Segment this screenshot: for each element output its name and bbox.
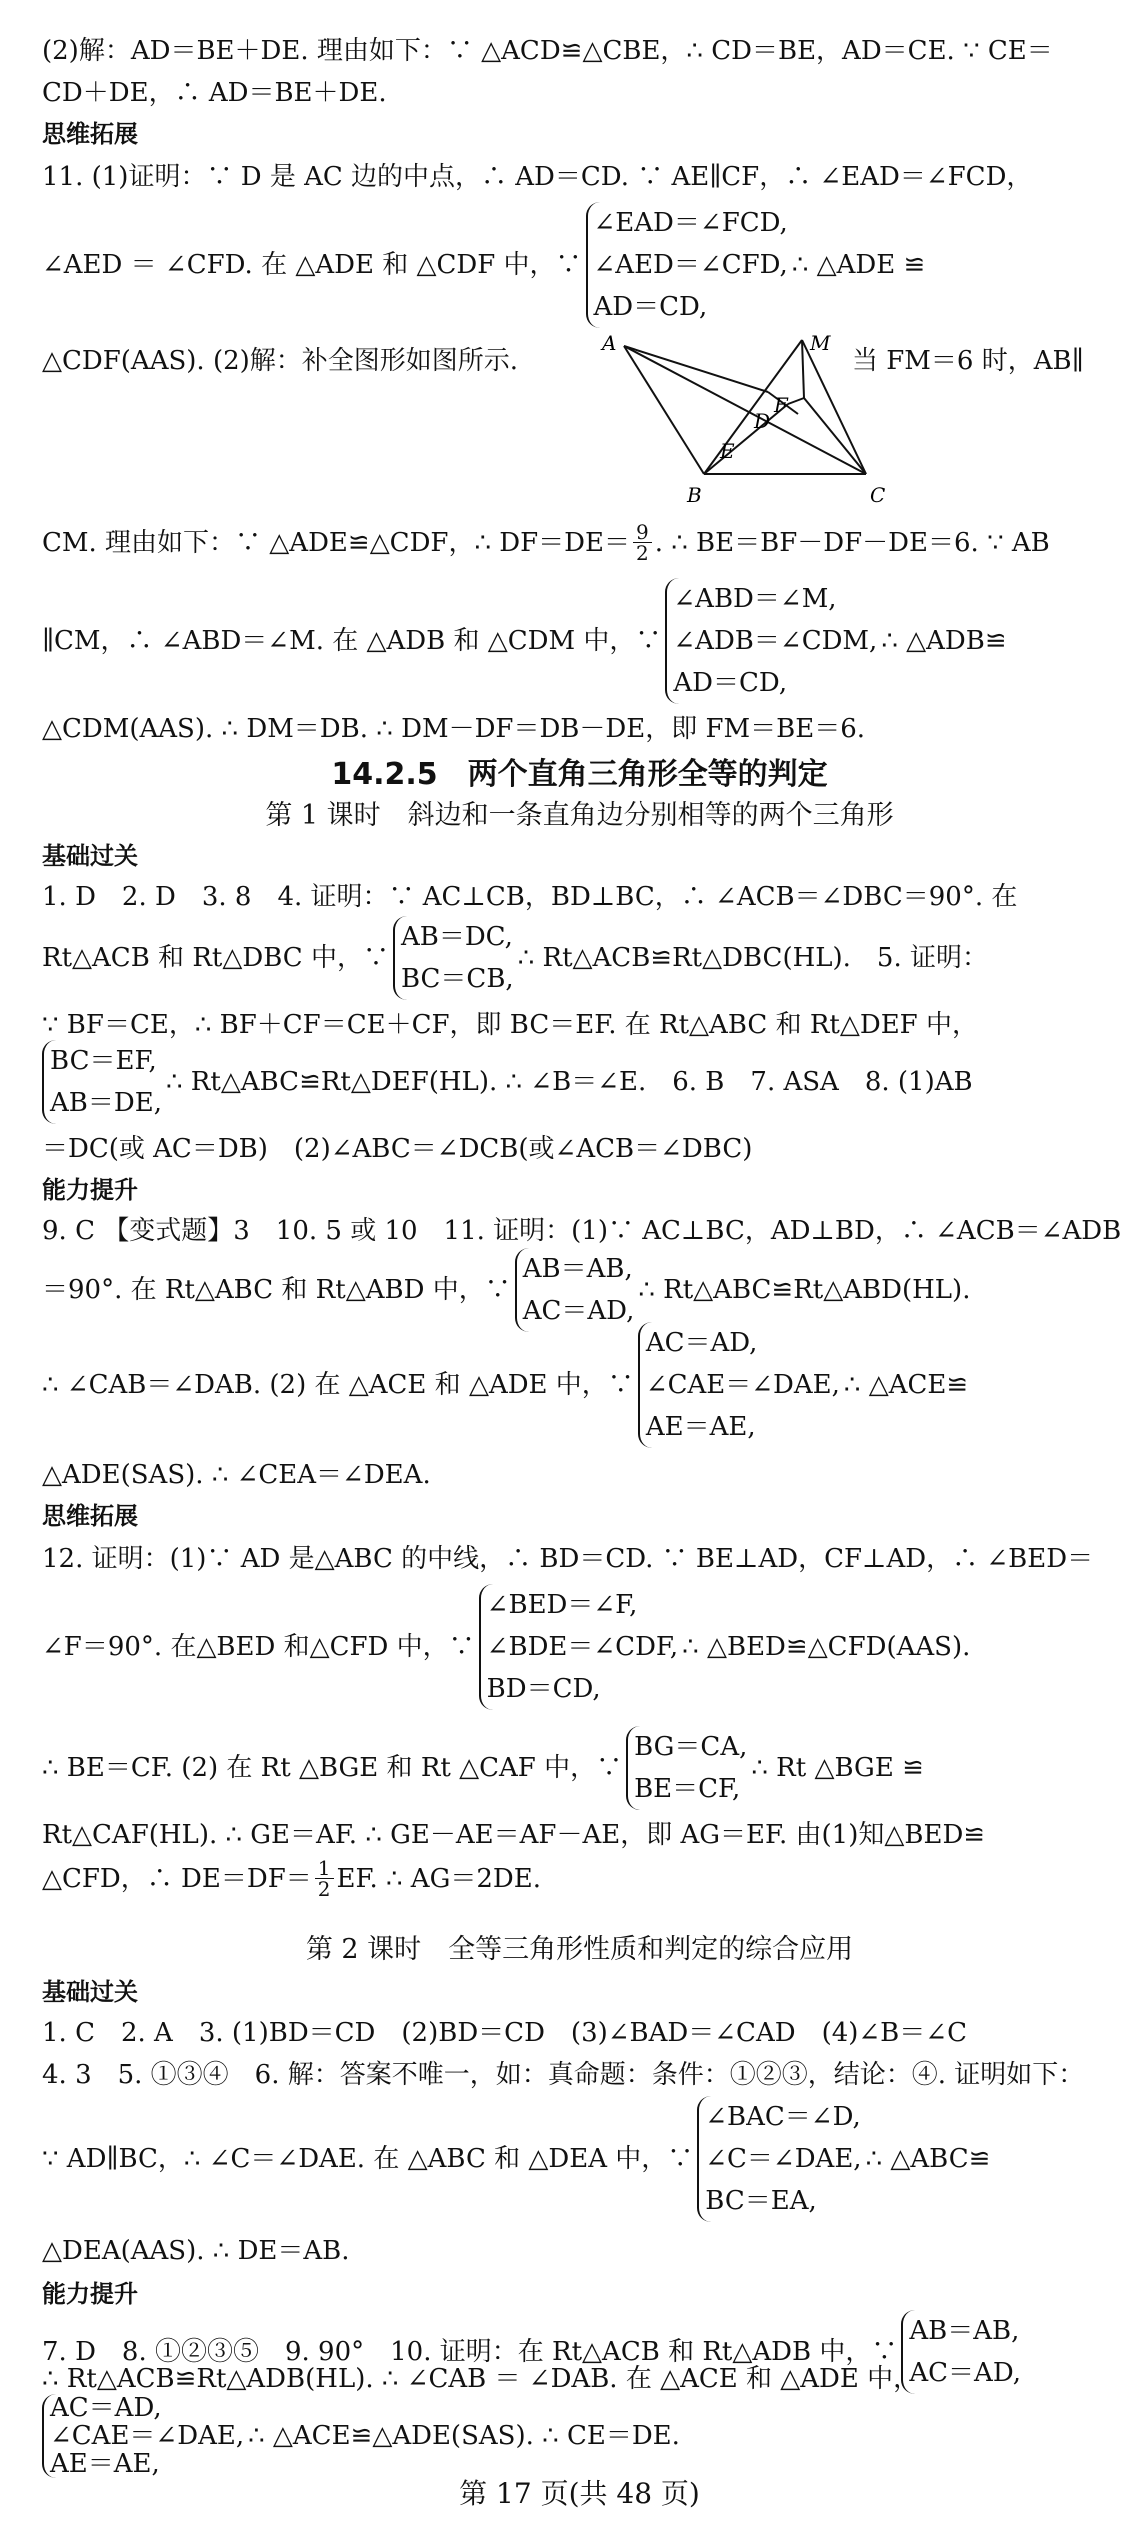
condition-brace [586,202,788,328]
brace-line: BE＝CF, [634,1774,741,1804]
point-label-b: B [687,483,702,507]
text-line: CD＋DE，∴ AD＝BE＋DE. [42,78,387,108]
text-line: ∴ Rt△ACB≌Rt△ADB(HL). ∴ ∠CAB ＝ ∠DAB. 在 △ACE 和 △ADE 中， [42,2364,920,2394]
point-label-f: F [774,393,788,417]
proof-line-with-brace [42,202,925,328]
text-segment: ∴ △ACE≌△ADE(SAS). ∴ CE＝DE. [248,2421,680,2451]
point-label-e: E [720,439,735,463]
proof-line-with-brace [42,916,988,1000]
text-line-with-fraction [42,1858,541,1899]
lesson-subtitle: 第 2 课时 全等三角形性质和判定的综合应用 [305,1934,854,1965]
geometry-figure [582,330,892,530]
text-segment: ∵ AD∥BC，∴ ∠C＝∠DAE. 在 △ABC 和 △DEA 中，∵ [42,2144,694,2174]
proof-line-with-brace [42,1322,968,1448]
text-segment: CM. 理由如下：∵ △ADE≌△CDF，∴ DF＝DE＝ [42,527,630,558]
brace-line: AB＝DE, [50,1088,162,1118]
fraction [315,1858,334,1899]
brace-line: AE＝AE, [645,1412,756,1442]
text-segment: ∴ ∠CAB＝∠DAB. (2) 在 △ACE 和 △ADE 中，∵ [42,1370,634,1400]
brace-line: ∠BED＝∠F, [486,1590,638,1620]
text-line: ＝DC(或 AC＝DB) (2)∠ABC＝∠DCB(或∠ACB＝∠DBC) [42,1134,753,1164]
point-label-a: A [602,331,617,355]
proof-line-with-brace [42,1040,973,1124]
text-line: △ADE(SAS). ∴ ∠CEA＝∠DEA. [42,1460,431,1490]
brace-line: ∠CAE＝∠DAE, [50,2421,245,2451]
brace-line: AC＝AD, [909,2358,1022,2388]
brace-line: ∠BAC＝∠D, [705,2102,861,2132]
text-segment: ∴ △ACE≌ [843,1370,969,1400]
condition-brace [697,2096,861,2222]
brace-line: ∠AED＝∠CFD, [593,250,788,280]
proof-line-with-brace [42,578,1007,704]
lesson-subtitle: 第 1 课时 斜边和一条直角边分别相等的两个三角形 [265,800,894,831]
answer-page [42,30,1122,2510]
brace-line: BG＝CA, [634,1732,748,1762]
text-line: 当 FM＝6 时，AB∥ [852,346,1084,376]
brace-line: ∠ABD＝∠M, [673,584,837,614]
brace-line: AC＝AD, [645,1328,758,1358]
text-segment: ∥CM，∴ ∠ABD＝∠M. 在 △ADB 和 △CDM 中，∵ [42,626,662,656]
point-label-d: D [754,409,771,433]
text-segment: ∴ △ADB≌ [881,626,1007,656]
text-line: 4. 3 5. ①③④ 6. 解：答案不唯一，如：真命题：条件：①②③，结论：④. 证明如下： [42,2060,1085,2090]
brace-line: ∠EAD＝∠FCD, [593,208,788,238]
text-line: Rt△CAF(HL). ∴ GE＝AF. ∴ GE－AE＝AF－AE，即 AG＝EF. 由(1)知△BED≌ [42,1820,986,1850]
text-line: 11. (1)证明：∵ D 是 AC 边的中点，∴ AD＝CD. ∵ AE∥CF，∴ ∠EAD＝∠FCD， [42,162,1033,192]
section-heading: 能力提升 [42,2280,138,2308]
text-segment: △CFD，∴ DE＝DF＝ [42,1863,312,1894]
brace-line: AB＝AB, [522,1254,633,1284]
fraction-numerator: 1 [315,1858,334,1879]
section-title: 14.2.5 两个直角三角形全等的判定 [331,757,828,792]
condition-brace [515,1248,635,1332]
text-line: 9. C 【变式题】3 10. 5 或 10 11. 证明：(1)∵ AC⊥BC，AD⊥BD，∴ ∠ACB＝∠ADB [42,1216,1122,1246]
text-line: 1. C 2. A 3. (1)BD＝CD (2)BD＝CD (3)∠BAD＝∠CAD (4)∠B＝∠C [42,2018,967,2048]
text-line: △CDF(AAS). (2)解：补全图形如图所示. [42,346,519,376]
brace-line: AD＝CD, [673,668,788,698]
condition-brace [42,2394,244,2478]
text-segment: 7. D 8. ①②③⑤ 9. 90° 10. 证明：在 Rt△ACB 和 Rt△ADB 中，∵ [42,2337,898,2367]
text-segment: Rt△ACB 和 Rt△DBC 中，∵ [42,943,389,973]
condition-brace [665,578,877,704]
text-segment: ∴ △ABC≌ [865,2144,991,2174]
fraction-denominator: 2 [317,1877,331,1901]
text-line: 1. D 2. D 3. 8 4. 证明：∵ AC⊥CB，BD⊥BC，∴ ∠ACB＝∠DBC＝90°. 在 [42,882,1018,912]
brace-line: BC＝EA, [705,2186,817,2216]
proof-line-with-brace [42,1248,970,1332]
text-segment: ∴ △BED≌△CFD(AAS). [682,1632,971,1662]
brace-line: AD＝CD, [593,292,708,322]
proof-line-with-brace [42,2394,680,2478]
condition-brace [479,1584,679,1710]
brace-line: ∠C＝∠DAE, [705,2144,862,2174]
text-segment: ∴ Rt △BGE ≌ [751,1753,924,1783]
fraction [633,522,652,563]
brace-line: AC＝AD, [50,2393,162,2423]
section-heading: 基础过关 [42,842,138,870]
brace-line: AB＝DC, [400,922,513,952]
proof-line-with-brace [42,1726,924,1810]
brace-line: AB＝AB, [909,2316,1020,2346]
text-line: (2)解：AD＝BE＋DE. 理由如下：∵ △ACD≌△CBE，∴ CD＝BE，AD＝CE. ∵ CE＝ [42,36,1053,66]
proof-line-with-brace [42,2096,990,2222]
condition-brace [638,1322,840,1448]
text-segment: ∠F＝90°. 在△BED 和△CFD 中，∵ [42,1632,475,1662]
text-line: ∵ BF＝CE，∴ BF＋CF＝CE＋CF，即 BC＝EF. 在 Rt△ABC 和 Rt△DEF 中， [42,1010,978,1040]
text-segment: ∴ BE＝CF. (2) 在 Rt △BGE 和 Rt △CAF 中，∵ [42,1753,623,1783]
text-segment: ∠AED ＝ ∠CFD. 在 △ADE 和 △CDF 中，∵ [42,250,582,280]
condition-brace [901,2310,1021,2394]
brace-line: BD＝CD, [486,1674,601,1704]
brace-line: AC＝AD, [522,1296,635,1326]
point-label-c: C [870,483,886,507]
text-line: 12. 证明：(1)∵ AD 是△ABC 的中线，∴ BD＝CD. ∵ BE⊥AD，CF⊥AD，∴ ∠BED＝ [42,1544,1094,1574]
text-line-with-fraction [42,522,1050,563]
condition-brace [42,1040,162,1124]
text-segment: . ∴ BE＝BF－DF－DE＝6. ∵ AB [654,527,1050,558]
text-segment: ∴ Rt△ABC≌Rt△ABD(HL). [638,1275,971,1305]
text-segment: ∴ △ADE ≌ [791,250,926,280]
brace-line: ∠BDE＝∠CDF, [486,1632,679,1662]
text-line: △DEA(AAS). ∴ DE＝AB. [42,2236,350,2266]
section-heading: 思维拓展 [42,120,138,148]
page-footer: 第 17 页(共 48 页) [459,2477,700,2510]
point-label-m: M [810,331,831,355]
fraction-numerator: 9 [633,522,652,543]
text-segment: EF. ∴ AG＝2DE. [336,1863,541,1894]
brace-line: ∠CAE＝∠DAE, [645,1370,840,1400]
section-heading: 能力提升 [42,1176,138,1204]
section-heading: 基础过关 [42,1978,138,2006]
condition-brace [393,916,514,1000]
fraction-denominator: 2 [635,541,649,565]
condition-brace [626,1726,747,1810]
proof-line-with-brace [42,1584,970,1710]
brace-line: ∠ADB＝∠CDM, [673,626,878,656]
text-segment: ∴ Rt△ACB≌Rt△DBC(HL). 5. 证明： [517,943,989,973]
text-segment: ∴ Rt△ABC≌Rt△DEF(HL). ∴ ∠B＝∠E. 6. B 7. ASA 8. (1)AB [165,1067,973,1097]
text-segment: ＝90°. 在 Rt△ABC 和 Rt△ABD 中，∵ [42,1275,511,1305]
brace-line: BC＝EF, [50,1046,157,1076]
brace-line: BC＝CB, [400,964,514,994]
text-line: △CDM(AAS). ∴ DM＝DB. ∴ DM－DF＝DB－DE，即 FM＝BE＝6. [42,714,866,744]
brace-line: AE＝AE, [50,2449,160,2479]
section-heading: 思维拓展 [42,1502,138,1530]
